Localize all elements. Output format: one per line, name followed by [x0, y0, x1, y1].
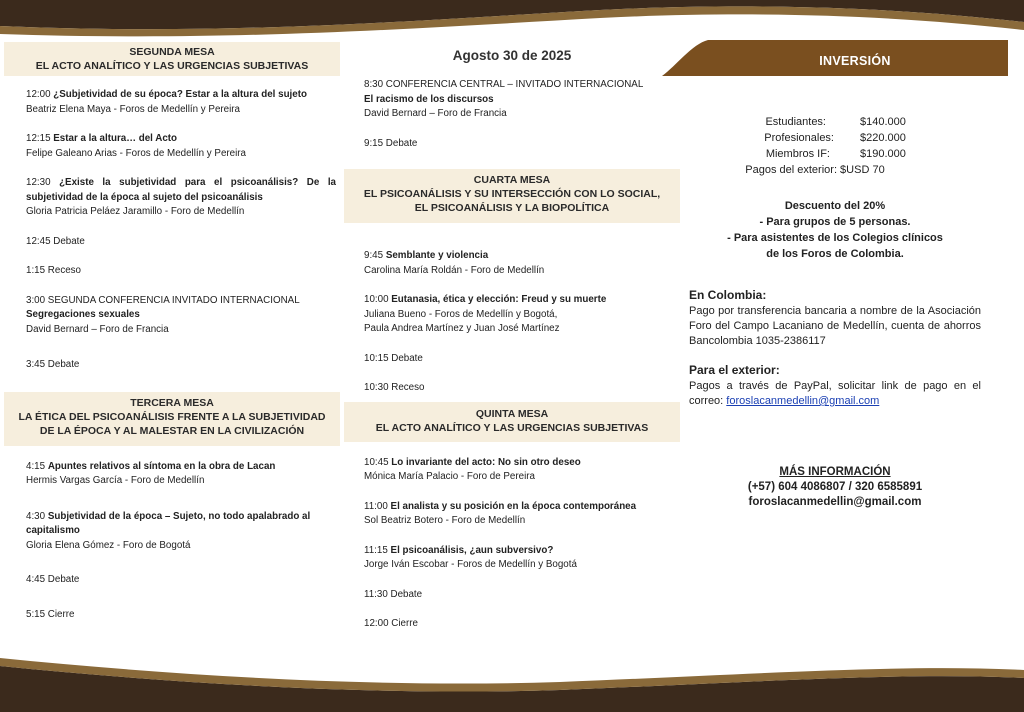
receso-line: 1:15 Receso	[26, 265, 82, 276]
investment-column	[662, 40, 1008, 510]
more-info-phone: (+57) 604 4086807 / 320 6585891	[747, 481, 923, 493]
debate-line: 4:45 Debate	[26, 574, 80, 585]
debate-line: 10:15 Debate	[364, 352, 423, 364]
cuarta-mesa-band	[344, 169, 680, 223]
item-talk: Estar a la altura… del Acto	[53, 133, 178, 144]
item-speaker: Gloria Patricia Peláez Jaramillo - Foro de Medellín	[26, 206, 245, 217]
item-speaker: Jorge Iván Escobar - Foros de Medellín y Bogotá	[364, 559, 577, 570]
tercera-mesa-line-1: LA ÉTICA DEL PSICOANÁLISIS FRENTE A LA SUBJETIVIDAD	[18, 410, 326, 423]
schedule-item	[364, 249, 680, 278]
segunda-mesa-title: SEGUNDA MESA	[129, 46, 215, 58]
debate-line: 9:15 Debate	[364, 137, 418, 149]
conference-speaker: David Bernard – Foro de Francia	[26, 323, 169, 335]
price-label: Profesionales:	[764, 132, 834, 144]
segunda-mesa-subtitle: EL ACTO ANALÍTICO Y LAS URGENCIAS SUBJETIVAS	[35, 60, 309, 72]
item-speaker-2: Paula Andrea Martínez y Juan José Martínez	[364, 323, 560, 334]
tercera-mesa-band	[4, 392, 340, 446]
item-speaker: Felipe Galeano Arias - Foros de Medellín y Pereira	[26, 147, 246, 159]
exterior-heading: Para el exterior:	[689, 363, 780, 377]
discount-block	[662, 198, 1008, 262]
discount-line: Descuento del 20%	[784, 200, 886, 212]
schedule-item	[364, 456, 680, 485]
schedule-item	[364, 544, 680, 573]
more-info-heading: MÁS INFORMACIÓN	[779, 466, 891, 478]
schedule-item	[364, 500, 680, 529]
tercera-mesa-title: TERCERA MESA	[130, 396, 214, 409]
debate-line: 12:45 Debate	[26, 235, 85, 247]
price-value: $220.000	[860, 132, 906, 144]
item-time: 4:30	[26, 510, 46, 522]
price-label: Miembros IF:	[765, 148, 830, 160]
item-speaker: Carolina María Roldán - Foro de Medellín	[364, 264, 545, 276]
price-label: Estudiantes:	[765, 116, 826, 128]
more-info-email: foroslacanmedellin@gmail.com	[748, 496, 922, 508]
item-time: 10:45	[364, 456, 389, 468]
item-time: 12:00	[26, 89, 51, 100]
price-row	[662, 114, 1008, 130]
item-speaker: Mónica María Palacio - Foro de Pereira	[364, 471, 535, 482]
inversion-title: INVERSIÓN	[819, 54, 891, 68]
item-talk: Semblante y violencia	[385, 250, 489, 261]
discount-line: - Para asistentes de los Colegios clínicos	[727, 232, 943, 244]
item-time: 4:15	[26, 460, 46, 472]
item-speaker: Beatriz Elena Maya - Foros de Medellín y Pereira	[26, 103, 240, 115]
conference-speaker: David Bernard – Foro de Francia	[364, 108, 507, 119]
exterior-text	[689, 379, 981, 409]
cuarta-mesa-line-1: EL PSICOANÁLISIS Y SU INTERSECCIÓN CON LO SOCIAL,	[363, 188, 661, 200]
top-wave-decoration	[0, 0, 1024, 40]
schedule-item	[26, 460, 340, 489]
cuarta-mesa-line-2: EL PSICOANÁLISIS Y LA BIOPOLÍTICA	[414, 202, 610, 214]
item-speaker: Juliana Bueno - Foros de Medellín y Bogotá,	[364, 308, 558, 320]
item-time: 9:45	[364, 250, 384, 261]
price-row	[662, 146, 1008, 162]
schedule-item	[26, 510, 340, 554]
item-talk: Apuntes relativos al síntoma en la obra de Lacan	[47, 460, 276, 472]
item-speaker: Hermis Vargas García - Foro de Medellín	[26, 475, 205, 486]
conference-item	[364, 78, 680, 122]
conference-item	[26, 294, 340, 338]
quinta-mesa-subtitle: EL ACTO ANALÍTICO Y LAS URGENCIAS SUBJETIVAS	[375, 421, 649, 434]
item-time: 10:00	[364, 294, 389, 305]
tercera-mesa-line-2: DE LA ÉPOCA Y AL MALESTAR EN LA CIVILIZACIÓN	[39, 424, 305, 437]
item-time: 11:00	[364, 500, 388, 512]
date-title: Agosto 30 de 2025	[452, 48, 572, 63]
item-talk: El psicoanálisis, ¿aun subversivo?	[390, 544, 554, 556]
schedule-item	[26, 176, 340, 220]
schedule-item	[26, 132, 340, 161]
item-speaker: Sol Beatriz Botero - Foro de Medellín	[364, 515, 526, 526]
conference-line: 8:30 CONFERENCIA CENTRAL – INVITADO INTERNACIONAL	[364, 79, 644, 90]
colombia-heading: En Colombia:	[689, 288, 767, 302]
cierre-line: 12:00 Cierre	[364, 618, 418, 629]
conference-talk: El racismo de los discursos	[364, 93, 494, 105]
price-row	[662, 130, 1008, 146]
bottom-wave-decoration	[0, 652, 1024, 712]
cuarta-mesa-title: CUARTA MESA	[473, 174, 551, 186]
item-talk: El analista y su posición en la época contemporánea	[390, 500, 637, 512]
quinta-mesa-title: QUINTA MESA	[475, 407, 549, 420]
price-value: $190.000	[860, 148, 906, 160]
quinta-mesa-band	[344, 402, 680, 442]
inversion-header	[662, 40, 1008, 76]
conference-line: 3:00 SEGUNDA CONFERENCIA INVITADO INTERNACIONAL	[26, 294, 300, 306]
debate-line: 3:45 Debate	[26, 359, 80, 370]
schedule-column-1	[4, 40, 340, 622]
item-talk: Lo invariante del acto: No sin otro deseo	[391, 456, 581, 468]
price-value: $140.000	[860, 116, 906, 128]
item-speaker: Gloria Elena Gómez - Foro de Bogotá	[26, 539, 191, 551]
item-time: 11:15	[364, 544, 388, 556]
item-talk: ¿Subjetividad de su época? Estar a la altura del sujeto	[53, 89, 307, 100]
item-time: 12:30	[26, 177, 51, 188]
discount-line: - Para grupos de 5 personas.	[759, 216, 911, 228]
item-time: 12:15	[26, 133, 51, 144]
item-talk: Subjetividad de la época – Sujeto, no todo apalabrado al capitalismo	[26, 510, 311, 536]
schedule-column-2	[344, 40, 680, 632]
email-link[interactable]: foroslacanmedellin@gmail.com	[726, 395, 880, 407]
cierre-line: 5:15 Cierre	[26, 608, 75, 620]
price-list	[662, 114, 1008, 178]
exterior-price: Pagos del exterior: $USD 70	[745, 164, 885, 176]
conference-talk: Segregaciones sexuales	[26, 309, 140, 320]
schedule-item	[26, 88, 340, 117]
colombia-text: Pago por transferencia bancaria a nombre de la Asociación Foro del Campo Lacaniano de Medellín, cuenta de ahorros Bancolombia 1035-2386117	[689, 305, 981, 347]
exterior-text-body: Pagos a través de PayPal, solicitar link de pago en el correo:	[689, 380, 981, 407]
segunda-mesa-band	[4, 42, 340, 76]
debate-line: 11:30 Debate	[364, 588, 423, 600]
receso-line: 10:30 Receso	[364, 382, 425, 393]
discount-line: de los Foros de Colombia.	[766, 248, 904, 260]
item-talk: ¿Existe la subjetividad para el psicoanálisis? De la subjetividad de la época al sujeto del psicoanálisis	[26, 177, 336, 203]
more-info-block	[662, 465, 1008, 510]
schedule-item	[364, 293, 680, 337]
item-talk: Eutanasia, ética y elección: Freud y su muerte	[391, 294, 607, 305]
